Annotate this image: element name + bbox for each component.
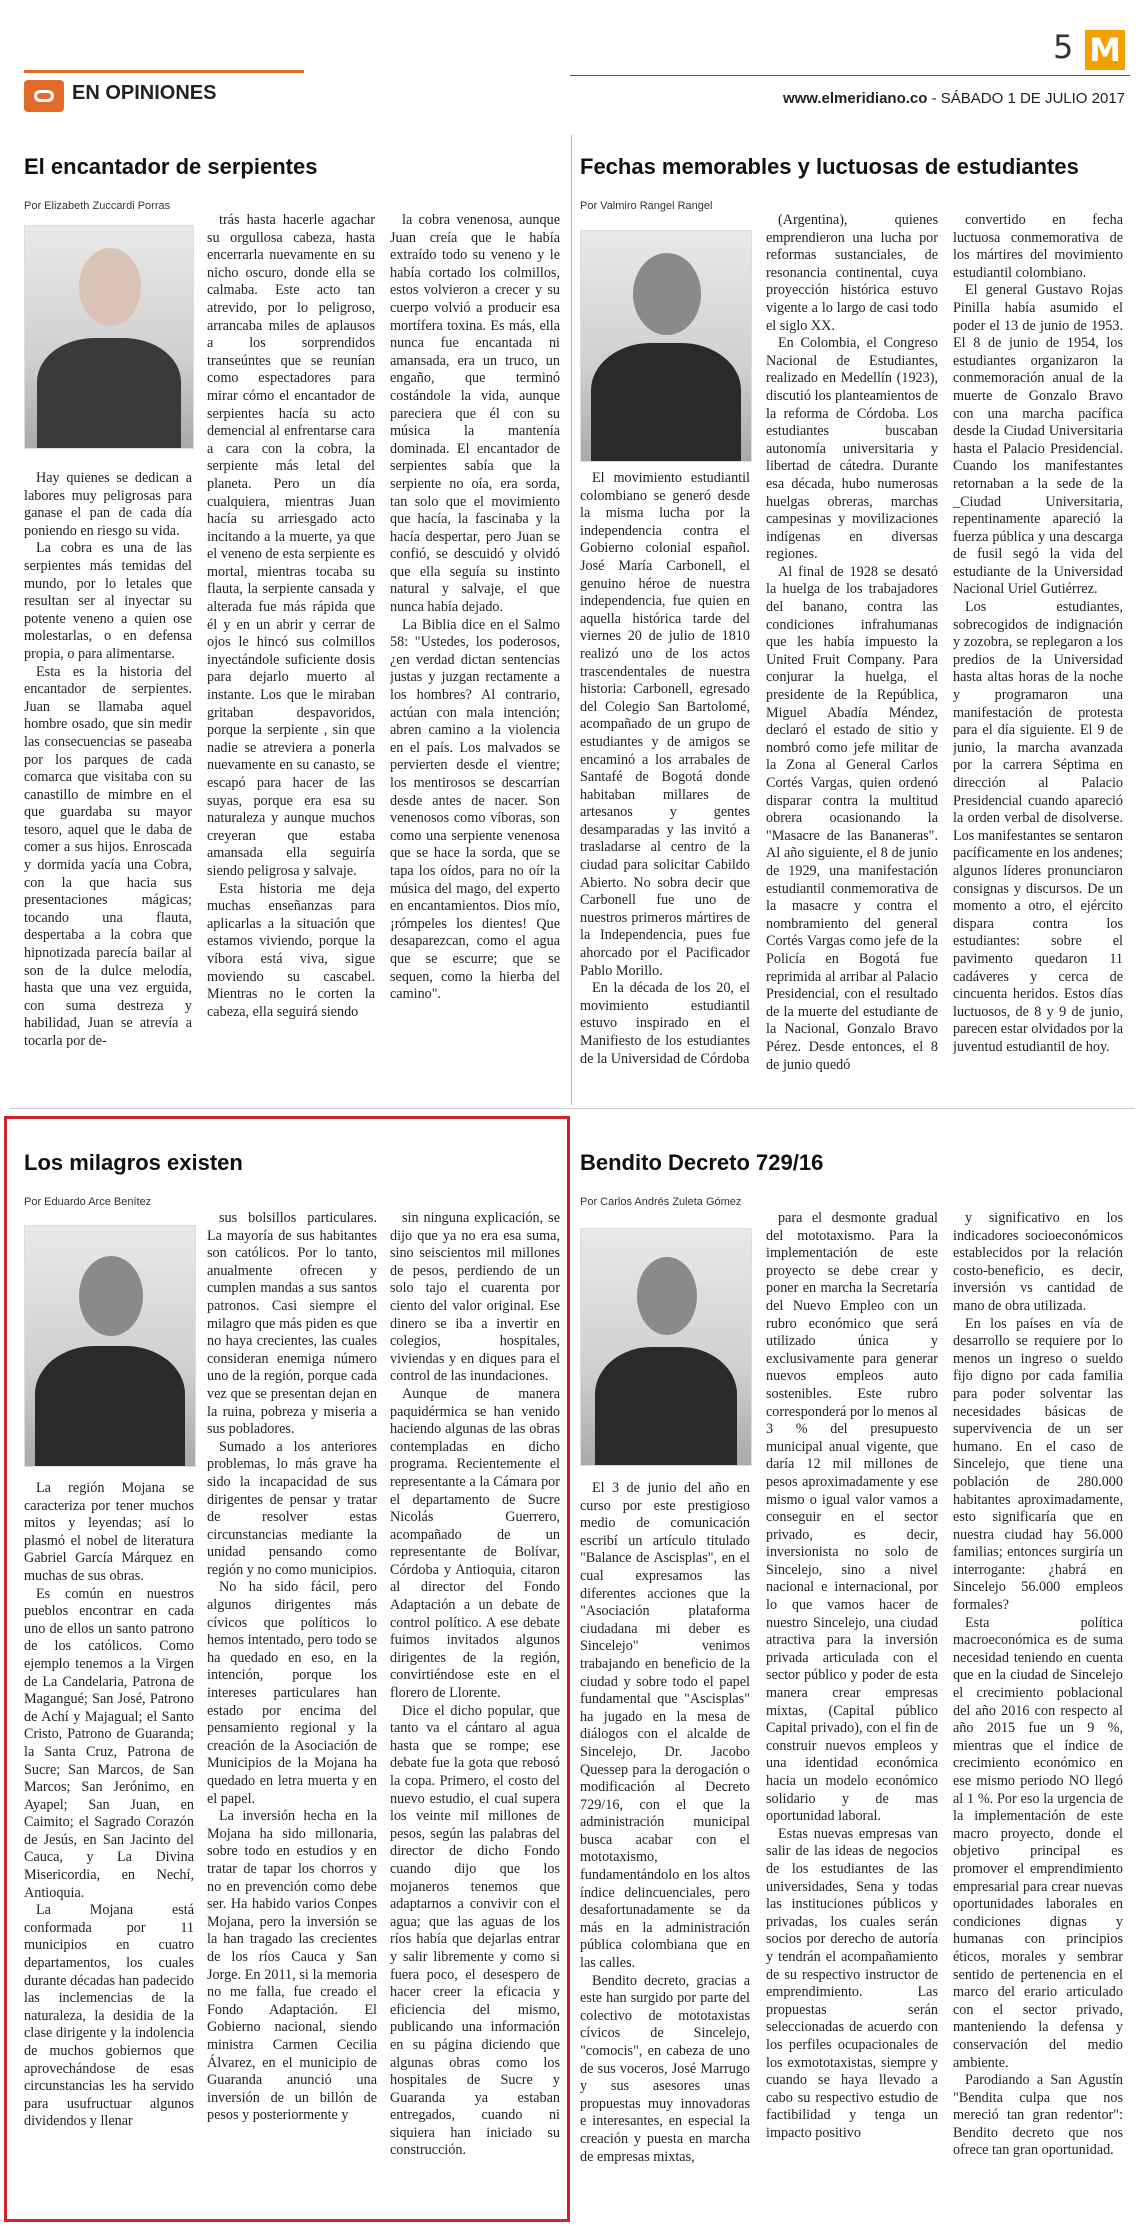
text-column <box>390 1210 560 2215</box>
paragraph: Aunque de manera paquidérmica se han venido haciendo algunas de las obras contempladas en dicho programa. Recientemente el representante a la Cámara por el departamento de Sucre Nicolás Guerrero, acompañado de un representante de Bolívar, Córdoba y Antioquia, citaron al director del Fondo Adaptación a un debate de control político. A ese debate fuimos invitados algunos dirigentes de la región, convirtiéndose este en el florero de Llorente. <box>390 1385 560 1702</box>
byline: Por Elizabeth Zuccardi Porras <box>24 200 171 212</box>
paragraph: El general Gustavo Rojas Pinilla había asumido el poder el 13 de junio de 1953. El 8 de junio de 1954, los estudiantes organizaron la conmemoración anual de la muerte de Gonzalo Bravo con una marcha pacífica desde la Ciudad Universitaria hasta el Palacio Presidencial. Cuando los manifestantes retornaban a la sede de la _Ciudad Universitaria, repentinamente apareció la fuerza pública y una descarga de fusil segó la vida del estudiante de la Universidad Nacional Uriel Gutiérrez. <box>953 282 1123 598</box>
paragraph: En la década de los 20, el movimiento estudiantil estuvo inspirado en el Manifiesto de los estudiantes de la Universidad de Córdoba <box>580 980 750 1067</box>
paragraph: La Biblia dice en el Salmo 58: "Ustedes, los poderosos, ¿en verdad dictan sentencias justas y juzgan rectamente a los hombres? Al contrario, actúan con mala intención; abren camino a la violencia en el país. Los malvados se pervierten desde el vientre; los mentirosos se descarrían desde antes de nacer. Son venenosos como víboras, son como una serpiente venenosa que se hace la sorda, que se tapa los oídos, para no oír la música del mago, del experto en encantamientos. Dios mío, ¡rómpeles los dientes! Que desaparezcan, como el agua que se escurre; que se sequen, como la hierba del camino". <box>390 616 560 1003</box>
byline: Por Carlos Andrés Zuleta Gómez <box>580 1196 742 1208</box>
paragraph: El 3 de junio del año en curso por este prestigioso medio de comunicación escribí un artículo titulado "Balance de Ascisplas", en el cual expresamos las diferentes acciones que la "Asociación plataforma ciudadana mi deber es Sincelejo" venimos trabajando en beneficio de la ciudad y sobre todo el papel fundamental que "Ascisplas" ha jugado en la mesa de diálogos con el alcalde de Sincelejo, Dr. Jacobo Quessep para la derogación o modificación al Decreto 729/16, con el que la administración municipal busca acabar con el mototaxismo, fundamentándolo en los altos índice delincuenciales, pero desafortunadamente se da más en la administración pública colombiana que en las calles. <box>580 1480 750 1972</box>
paragraph: La inversión hecha en la Mojana ha sido millonaria, sobre todo en estudios y en tratar de tapar los chorros y no en prevención como debe ser. Ha habido varios Conpes Mojana, pero la inversión se la han tragado las crecientes de los ríos Cauca y San Jorge. En 2011, si la memoria no me falla, fue creado el Fondo Adaptación. El Gobierno nacional, siendo ministra Carmen Cecilia Álvarez, en el municipio de Guaranda anunció una inversión de un billón de pesos y posteriormente y <box>207 1808 377 2124</box>
website[interactable]: www.elmeridiano.co <box>782 90 928 107</box>
column-divider <box>571 135 572 1105</box>
paragraph: Dice el dicho popular, que tanto va el cántaro al agua hasta que se rompe; ese debate fue la gota que rebosó la copa. Primero, el costo del nuevo estudio, el cual supera los veinte mil millones de pesos, según las palabras del director de dicho Fondo cuando dijo que los mojaneros tenemos que adaptarnos a convivir con el agua; que las aguas de los ríos había que dejarlas entrar y salir libremente y como si fuera poco, el desespero de hacer creer la eficacia y eficiencia del mismo, publicando una información en su página diciendo que algunas obras como los hospitales de Sucre y Guaranda ya estaban entregados, cuando ni siquiera han iniciado su construcción. <box>390 1702 560 2159</box>
text-column <box>390 212 560 1105</box>
paragraph: sus bolsillos particulares. La mayoría de sus habitantes son católicos. Por lo tanto, anualmente ofrecen y cumplen mandas a sus santos patronos. Casi siempre el milagro que más piden es que no haya crecientes, las cuales consideran enemiga número uno de la región, porque cada vez que se presentan dejan en la ruina, pobreza y miseria a sus pobladores. <box>207 1210 377 1438</box>
paragraph: trás hasta hacerle agachar su orgullosa cabeza, hasta encerrarla nuevamente en su nicho oscuro, donde ella se calmaba. Este acto tan atrevido, por lo peligroso, arrancaba miles de aplausos a los sorprendidos transeúntes que se reunían como espectadores para mirar cómo el encantador de serpientes hacía su acto demencial al enfrentarse cara a cara con la cobra, la serpiente más letal del planeta. Pero un día cualquiera, mientras Juan hacía su arriesgado acto incitando a la muerte, ya que el veneno de esta serpiente es mortal, mientras tocaba su flauta, la serpiente cansada y alterada fue más rápida que él y en un abrir y cerrar de ojos le hincó sus colmillos inyectándole suficiente dosis para dejarlo muerto al instante. Los que le miraban gritaban despavoridos, porque la serpiente , sin que nadie se atreviera a ponerla nuevamente en su canasto, se escapó para hacer de las suyas, porque era esa su naturaleza y aunque muchos creyeran que estaba amansada ella seguiría siendo peligrosa y salvaje. <box>207 212 375 879</box>
byline: Por Valmiro Rangel Rangel <box>580 200 713 212</box>
headline: Fechas memorables y luctuosas de estudiantes <box>580 154 1079 179</box>
paragraph: para el desmonte gradual del mototaxismo. Para la implementación de este proyecto se debe crear y poner en marcha la Secretaría del Nuevo Empleo con un rubro económico que será utilizado única y exclusivamente para generar nuevos empleos auto sostenibles. Este rubro corresponderá por lo menos al 3 % del presupuesto municipal anual vigente, que daría 12 mil millones de pesos aproximadamente y ese mismo o igual valor vamos a conseguir en el sector privado, es decir, inversionista no solo de Sincelejo, sino a nivel nacional e internacional, por lo que vamos hacer de nuestro Sincelejo, una ciudad atractiva para la inversión privada articulada con el sector público y poder de esta manera crear empresas mixtas, (Capital público Capital privado), con el fin de construir nuevos empleos y una identidad económica hacia un modelo económico solidario y de mas oportunidad laboral. <box>766 1210 938 1825</box>
text-column <box>207 1210 377 2215</box>
author-photo <box>24 225 194 449</box>
paragraph: Bendito decreto, gracias a este han surgido por parte del colectivo de mototaxistas cívicos de Sincelejo, "comocis", en cabeza de uno de sus voceros, José Marrugo y sus asesores unas propuestas muy innovadoras e interesantes, en especial la creación y puesta en marcha de empresas mixtas, <box>580 1972 750 2165</box>
author-photo <box>24 1225 196 1467</box>
paragraph: sin ninguna explicación, se dijo que ya no era esa suma, sino seiscientos mil millones de pesos, perdiendo de un solo tajo el cuarenta por ciento del valor original. Ese dinero se iba a invertir en colegios, hospitales, viviendas y en diques para el control de las inundaciones. <box>390 1210 560 1385</box>
paragraph: Los estudiantes, sobrecogidos de indignación y zozobra, se replegaron a los predios de la Universidad hasta altas horas de la noche y programaron una manifestación de protesta para el día siguiente. El 9 de junio, la marcha avanzada por la carrera Séptima en dirección al Palacio Presidencial cuando apareció la orden verbal de disolverse. Los manifestantes se sentaron pacíficamente en los andenes; algunos líderes pronunciaron consignas y discursos. De un momento a otro, el ejército dispara contra los estudiantes: sobre el pavimento quedaron 11 cadáveres y cerca de cincuenta heridos. Estos días luctuosos, de 8 y 9 de junio, parecen estar olvidados por la juventud estudiantil de hoy. <box>953 599 1123 1055</box>
paragraph: Al final de 1928 se desató la huelga de los trabajadores del banano, contra las condiciones infrahumanas que les había impuesto la United Fruit Company. Para conjurar la huelga, el presidente de la República, Miguel Abadía Méndez, declaró el estado de sitio y nombró como jefe militar de la Zona al General Carlos Cortés Vargas, quien ordenó disparar contra la multitud obrera ocasionando la "Masacre de las Bananeras". Al año siguiente, el 8 de junio de 1929, una manifestación estudiantil conmemorativa de la masacre y contra el nombramiento del general Cortés Vargas como jefe de la Policía en Bogotá fue reprimida al arribar al Palacio Presidencial, con el resultado de la muerte del estudiante de la Nacional, Gonzalo Bravo Pérez. Desde entonces, el 8 de junio quedó <box>766 563 938 1073</box>
paragraph: No ha sido fácil, pero algunos dirigentes más cívicos que políticos lo hemos intentado, pero todo se ha quedado en eso, en la intención, porque los intereses particulares han estado por encima del pensamiento regional y la creación de la Asociación de Municipios de la Mojana ha quedado en letra muerta y en el papel. <box>207 1579 377 1807</box>
author-photo <box>580 1228 752 1466</box>
paragraph: Hay quienes se dedican a labores muy peligrosas para ganase el pan de cada día poniendo en riesgo su vida. <box>24 470 192 539</box>
byline: Por Eduardo Arce Benítez <box>24 1196 152 1208</box>
paragraph: El movimiento estudiantil colombiano se generó desde la misma lucha por la independencia contra el Gobierno colonial español. José María Carbonell, el genuino héroe de nuestra independencia, fue quien en aquella histórica tarde del viernes 20 de julio de 1810 realizó uno de los actos trascendentales de nuestra historia: Carbonell, egresado del Colegio San Bartolomé, acompañado de un grupo de estudiantes y de amigos se encaminó a los arrabales de Santafé de Bogotá donde habitaban millares de artesanos y gentes desamparadas y las invitó a trasladarse al centro de la ciudad para solicitar Cabildo Abierto. No sobra decir que Carbonell fue uno de nuestros primeros mártires de la Independencia, pues fue ahorcado por el Pacificador Pablo Morillo. <box>580 470 750 979</box>
paragraph: La región Mojana se caracteriza por tener muchos mitos y leyendas; así lo plasmó el nobel de literatura Gabriel García Márquez en muchas de sus obras. <box>24 1480 194 1584</box>
paragraph: (Argentina), quienes emprendieron una lucha por reformas sustanciales, de resonancia continental, cuya proyección histórica estuvo vigente a lo largo de casi todo el siglo XX. <box>766 212 938 334</box>
text-column <box>24 470 192 1105</box>
speech-bubble-icon <box>24 80 64 112</box>
paragraph: Es común en nuestros pueblos encontrar en cada uno de ellos un santo patrono de los católicos. Como ejemplo tenemos a la Virgen de La Candelaria, Patrona de Magangué; San José, Patrono de Achí y Majagual; el Santo Cristo, Patrono de Guaranda; la Santa Cruz, Patrona de Sucre; San Marcos, de San Marcos; San Jerónimo, en Ayapel; San Juan, en Caimito; el Sagrado Corazón de Jesús, en San Jacinto del Cauca, y La Divina Misericordia, en Nechí, Antioquia. <box>24 1585 194 1901</box>
section-label: EN OPINIONES <box>72 82 217 104</box>
paragraph: Esta historia me deja muchas enseñanzas para aplicarlas a la situación que estamos viviendo, porque la víbora está viva, sigue moviendo su cascabel. Mientras no le corten la cabeza, ella seguirá siendo <box>207 880 375 1020</box>
text-column <box>580 470 750 1105</box>
paragraph: Esta política macroeconómica es de suma necesidad teniendo en cuenta que en la ciudad de Sincelejo el crecimiento poblacional del año 2016 con respecto al año 2015 fue un 9 %, mientras que el índice de crecimiento económico en ese mismo periodo NO llegó al 1 %. Por eso la urgencia de la implementación de este macro proyecto, donde el objetivo principal es promover el emprendimiento empresarial para crear nuevas oportunidades laborales en condiciones dignas y humanas con principios éticos, morales y sembrar sentido de pertenencia en el marco del erario articulado con el sector privado, manteniendo la defensa y conservación del medio ambiente. <box>953 1614 1123 2071</box>
text-column <box>207 212 375 1105</box>
text-column <box>953 1210 1123 2220</box>
brand-logo: M <box>1085 30 1125 70</box>
paragraph: Parodiando a San Agustín "Bendita culpa que nos mereció tan gran redentor": Bendito decreto que nos ofrece tan gran oportunidad. <box>953 2072 1123 2159</box>
paragraph: Sumado a los anteriores problemas, lo más grave ha sido la incapacidad de sus dirigentes de pensar y tratar de resolver estas circunstancias mediante la unidad pensando como región y no como municipios. <box>207 1438 377 1578</box>
paragraph: Esta es la historia del encantador de serpientes. Juan se llamaba aquel hombre osado, que sin medir las consecuencias se paseaba por los parques de cada comarca que visitaba con su canastillo de mimbre en el que guardaba su mayor tesoro, aquel que le daba de comer a sus hijos. Enroscada y dormida yacía una Cobra, con la que hacia sus presentaciones mágicas; tocando una flauta, despertaba a la cobra que hipnotizada parecía bailar al son de la dulce melodía, hasta que una vez erguida, con suma destreza y habilidad, Juan se atrevía a tocarla por de- <box>24 663 192 1049</box>
paragraph: En los países en vía de desarrollo se requiere por lo menos un ingreso o sueldo fijo digno por cada familia para poder solventar las necesidades básicas de supervivencia de un ser humano. En el caso de Sincelejo, que tiene una población de 280.000 habitantes aproximadamente, esto significaría que en nuestra ciudad hay 56.000 familias; entonces surgiría un interrogante: ¿habrá en Sincelejo 56.000 empleos formales? <box>953 1315 1123 1614</box>
dateline <box>783 90 1125 107</box>
paragraph: En Colombia, el Congreso Nacional de Estudiantes, realizado en Medellín (1923), discutió los planteamientos de la reforma de Córdoba. Los estudiantes buscaban autonomía universitaria y libertad de cátedra. Durante esa década, hubo numerosas huelgas obreras, marchas campesinas y movilizaciones indígenas en diversas regiones. <box>766 335 938 563</box>
headline: Los milagros existen <box>24 1150 243 1175</box>
paragraph: la cobra venenosa, aunque Juan creía que le había extraído todo su veneno y le había cortado los colmillos, estos volvieron a crecer y su cuerpo volvió a producir esa mortífera toxina. Es más, ella nunca fue encantada ni amansada, era un truco, un engaño, que terminó costándole la vida, aunque pareciera que él con su música la mantenía dominada. El encantador de serpientes sabía que la serpiente no oía, era sorda, tan solo que el movimiento que hacía, la fascinaba y la hacía despertar, pero Juan se confió, se descuidó y olvidó que ella seguía su instinto natural y salvaje, el que nunca había dejado. <box>390 212 560 616</box>
headline: El encantador de serpientes <box>24 154 318 179</box>
date: - SÁBADO 1 DE JULIO 2017 <box>927 90 1125 107</box>
headline: Bendito Decreto 729/16 <box>580 1150 824 1175</box>
page-number: 5 <box>1053 28 1074 66</box>
text-column <box>766 1210 938 2220</box>
paragraph: La cobra es una de las serpientes más temidas del mundo, por lo letales que resultan ser al inyectar su potente veneno a quien ose molestarlas, o en defensa propia, o para alimentarse. <box>24 540 192 662</box>
paragraph: convertido en fecha luctuosa conmemorativa de los mártires del movimiento estudiantil colombiano. <box>953 212 1123 281</box>
paragraph: La Mojana está conformada por 11 municipios en cuatro departamentos, los cuales durante décadas han padecido las inclemencias de la naturaleza, la desidia de la clase dirigente y la indolencia de muchos gobiernos que aprovechándose de esas circunstancias les ha servido para usufructuar algunos dividendos y llenar <box>24 1902 194 2130</box>
paragraph: y significativo en los indicadores socioeconómicos establecidos por la relación costo-beneficio, es decir, inversión vs cantidad de mano de obra utilizada. <box>953 1210 1123 1314</box>
text-column <box>766 212 938 1105</box>
text-column <box>580 1480 750 2220</box>
header-accent-line <box>24 70 304 73</box>
text-column <box>24 1480 194 2215</box>
header-rule <box>570 75 1130 76</box>
author-photo <box>580 230 752 462</box>
paragraph: Estas nuevas empresas van salir de las ideas de negocios de los estudiantes de las universidades, Sena y todas las instituciones públicos y privadas, los cuales serán socios por derecho de autoría y tendrán el acompañamiento de su respectivo instructor de emprendimiento. Las propuestas serán seleccionadas de acuerdo con los perfiles ocupacionales de los exmototaxistas, siempre y cuando se haya llevado a cabo su respectivo estudio de factibilidad y tenga un impacto positivo <box>766 1825 938 2141</box>
text-column <box>953 212 1123 1105</box>
row-divider <box>10 1108 1135 1109</box>
